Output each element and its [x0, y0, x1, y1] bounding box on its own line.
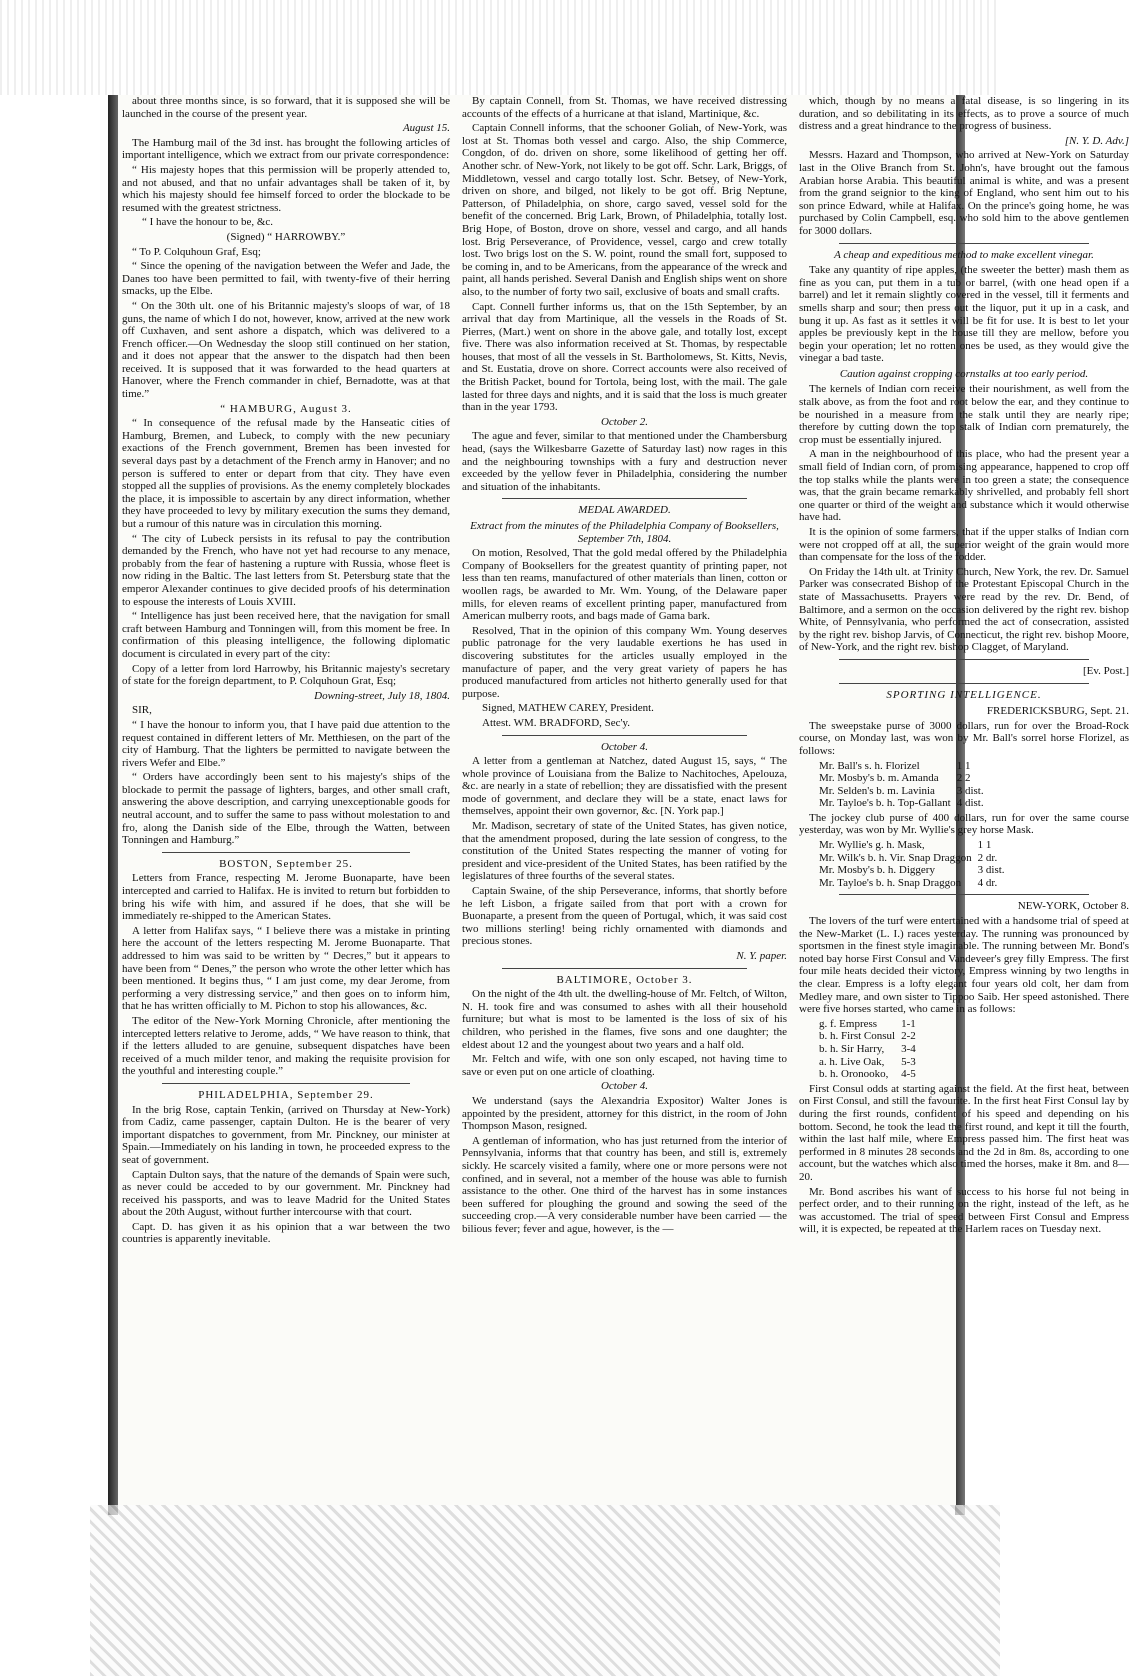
horse-name: Mr. Tayloe's b. h. Snap Draggon: [819, 876, 962, 889]
race-result-row: [819, 877, 1011, 890]
scan-margin-top: [0, 0, 1000, 95]
race-result-row: [819, 864, 1011, 877]
col1-paragraph: “ Intelligence has just been received here, that the navigation for small craft between Hamburg and Tonningen will, from this moment be free. In confirmation of this pleasing intelligence, the following diplomatic document is circulated in every part of the city:: [122, 610, 450, 660]
col2-paragraph: Mr. Feltch and wife, with one son only escaped, not having time to save or even put on one article of cloathing.: [462, 1053, 787, 1078]
col3-paragraph: First Consul odds at starting against the field. At the first heat, between on First Consul, and still the favourite. In the first heat First Consul lay by during the first rounds, confident of his speed and depending on his bottom. Second, he took the lead the first round, and kept it till the fourth, within the last half mile, where Empress passed him. The first heat was performed in 8 minutes 28 seconds and the 2d in 8m. 8s, according to one account, but the watches which also timed the horses, make it 8m. and 8—20.: [799, 1082, 1129, 1183]
heat-placings: 2-2: [901, 1030, 916, 1043]
col1-paragraph: “ HAMBURG, August 3.: [220, 402, 352, 415]
col2-paragraph: On motion, Resolved, That the gold medal offered by the Philadelphia Company of Booksellers for the greatest quantity of printing paper, not less than ten reams, manufactured of other materials than linen, cotton or woollen rags, be awarded to Mr. Wm. Young, of the Delaware paper mills, for eleven reams of excellent printing paper, manufactured from American mulberry roots, and bags made of Gama bark.: [462, 547, 787, 623]
col1-paragraph: SIR,: [132, 704, 152, 717]
horse-name: Mr. Wyllie's g. h. Mask,: [819, 839, 925, 852]
horse-name: g. f. Empress: [819, 1017, 878, 1030]
col3-paragraph: The kernels of Indian corn receive their nourishment, as well from the stalk above, as from the foot and root below the ear, and they continue to be nourished in a measure from the stalk until they are nearly ripe; therefore by cutting down the top stalk of Indian corn prematurely, the crop must be essentially injured.: [799, 383, 1129, 446]
col1-paragraph: The editor of the New-York Morning Chronicle, after mentioning the intercepted letters relative to Jerome, adds, “ We have reason to think, that if the letters alluded to are genuine, subsequent dispatches have been received of a much milder tenor, and making the requisite provision for the youthful and interesting couple.”: [122, 1014, 450, 1078]
race-result-row: [819, 760, 990, 773]
separator-rule: [502, 498, 747, 499]
separator-rule: [162, 1083, 410, 1084]
col2-paragraph: We understand (says the Alexandria Expositor) Walter Jones is appointed by the president, attorney for this district, in the room of John Thompson Mason, resigned.: [462, 1094, 787, 1133]
col1-paragraph: PHILADELPHIA, September 29.: [198, 1088, 374, 1101]
col1-paragraph: Capt. D. has given it as his opinion that a war between the two countries is apparently inevitable.: [122, 1220, 450, 1246]
horse-name: Mr. Tayloe's b. h. Top-Gallant: [819, 797, 951, 810]
col1-paragraph: “ I have the honour to be, &c.: [142, 216, 274, 229]
col3-paragraph: FREDERICKSBURG, Sept. 21.: [986, 705, 1129, 718]
col1-paragraph: “ On the 30th ult. one of his Britannic majesty's sloops of war, of 18 guns, the name of which I do not, however, know, arrived at the new work off Cuxhaven, and sent ashore a dispatch, which was delivered to a French officer.—On Wednesday the sloop still continued on her station, and it does not appear that the answer to the dispatch had then been received. It is supposed that it was forwarded to the head quarters at Hanover, where the French commander in chief, Bernadotte, was at that time.”: [122, 299, 450, 401]
col2-paragraph: Captain Swaine, of the ship Perseverance, informs, that shortly before he left Lisbon, a frigate sailed from that port with a crown for Buonaparte, a present from the queen of Portugal, which, it was said cost two millions sterling! being richly ornamented with diamonds and precious stones.: [462, 885, 787, 948]
heat-placings: 2 2: [956, 772, 971, 785]
horse-name: Mr. Selden's b. m. Lavinia: [819, 784, 935, 797]
race-result-row: [819, 1056, 922, 1069]
page-gutter-shadow: [108, 95, 118, 1515]
col3-paragraph: The jockey club purse of 400 dollars, run for over the same course yesterday, was won by Mr. Wyllie's grey horse Mask.: [799, 811, 1129, 837]
col3-paragraph: Take any quantity of ripe apples, (the sweeter the better) mash them as fine as you can, put them in a tub or barrel, (with one head open if a barrel) and let it remain slightly covered in the vessel, till it ferments and smells sharp and sour; then press out the liquor, put it up in a cask, and bung it up. As fast as it settles it will be fit for use. It is best to let your apples be previously kept in the house till they are mellow, before you begin your operation; let no rotten ones be used, as they would give the vinegar a bad taste.: [799, 264, 1129, 365]
horse-name: b. h. First Consul: [819, 1030, 896, 1043]
horse-name: b. h. Oronooko,: [819, 1068, 889, 1081]
col3-paragraph: A man in the neighbourhood of this place, who had the present year a small field of Indian corn, of promising appearance, happened to crop off the top stalks while the plants were in too green a state; the consequence was, that the grain became remarkably shrivelled, and probably fell short one quarter or third of the weight and substance which it would otherwise have had.: [799, 448, 1129, 524]
race-result-row: [819, 1043, 922, 1056]
heat-placings: 3-4: [901, 1042, 916, 1055]
col2-paragraph: Signed, MATHEW CAREY, President.: [482, 702, 654, 715]
col2-paragraph: October 4.: [600, 1080, 649, 1093]
col3-paragraph: The sweepstake purse of 3000 dollars, run for over the Broad-Rock course, on Monday last, was won by Mr. Ball's sorrel horse Florizel, as follows:: [799, 719, 1129, 757]
separator-rule: [162, 852, 410, 853]
col1-paragraph: “ I have the honour to inform you, that I have paid due attention to the request contained in different letters of Mr. Metthiesen, on the part of the city of Hamburg. That the lighters be permitted to navigate between the rivers Wefer and Elbe.”: [122, 718, 450, 769]
col3-paragraph: SPORTING INTELLIGENCE.: [886, 688, 1042, 701]
race-result-row: [819, 1030, 922, 1043]
separator-rule: [839, 894, 1089, 895]
col1-paragraph: “ Since the opening of the navigation between the Wefer and Jade, the Danes too have been permitted to fail, with twenty-five of their herring smacks, up the Elbe.: [122, 260, 450, 298]
col3-paragraph: [Ev. Post.]: [1082, 664, 1129, 677]
col2-paragraph: Attest. WM. BRADFORD, Sec'y.: [482, 716, 631, 729]
newspaper-page: [118, 95, 1129, 1505]
race-result-row: [819, 852, 1011, 865]
col1-paragraph: Captain Dulton says, that the nature of the demands of Spain were such, as never could be acceded to by our government. Mr. Pinckney had received his passports, and was to leave Madrid for the United States about the 20th August, without further intercourse with that court.: [122, 1168, 450, 1219]
col2-paragraph: On the night of the 4th ult. the dwelling-house of Mr. Feltch, of Wilton, N. H. took fire and was consumed to ashes with all their household furniture; but what is most to be lamented is the loss of six of his children, who perished in the flames, five sons and one daughter; the eldest about 12 and the youngest about two years and a half old.: [462, 988, 787, 1051]
race-results-table: [819, 760, 990, 810]
col1-paragraph: Downing-street, July 18, 1804.: [314, 689, 450, 702]
race-result-row: [819, 1018, 922, 1031]
heat-placings: 2 dr.: [977, 851, 998, 864]
col1-paragraph: A letter from Halifax says, “ I believe there was a mistake in printing here the account of the letters respecting M. Jerome Buonaparte. That addressed to him was said to be written by “ Decres,” but it appears to have been from “ Denes,” the person who wrote the other letter which has been mentioned. It begins thus, “ I am just come, my dear Jerome, from performing a very distressing service,” and then goes on to inform him, that he has written officially to M. Pichon to stop his allowances, &c.: [122, 924, 450, 1013]
col3-paragraph: It is the opinion of some farmers, that if the upper stalks of Indian corn were not cropped off at all, the superior weight of the grain would more than compensate for the loss of the fodder.: [799, 526, 1129, 564]
race-result-row: [819, 785, 990, 798]
heat-placings: 4 dr.: [977, 876, 998, 889]
heat-placings: 1 1: [956, 759, 971, 772]
horse-name: Mr. Mosby's b. h. Diggery: [819, 864, 935, 877]
heat-placings: 5-3: [901, 1055, 916, 1068]
scan-margin-bottom: [90, 1505, 1000, 1676]
col1-paragraph: Letters from France, respecting M. Jerome Buonaparte, have been intercepted and carried to Halifax. He is invited to return but forbidden to bring his wife with him, and assured if he does, that she will be immediately re-shipped to the American States.: [122, 872, 450, 923]
horse-name: b. h. Sir Harry,: [819, 1042, 885, 1055]
race-results-table: [819, 1018, 922, 1081]
col2-paragraph: MEDAL AWARDED.: [578, 504, 671, 517]
col1-paragraph: “ To P. Colquhoun Graf, Esq;: [132, 245, 261, 258]
col1-paragraph: (Signed) “ HARROWBY.”: [226, 230, 346, 243]
separator-rule: [839, 243, 1089, 244]
col2-paragraph: By captain Connell, from St. Thomas, we have received distressing accounts of the effects of a hurricane at that island, Martinique, &c.: [462, 95, 787, 120]
col2-paragraph: A letter from a gentleman at Natchez, dated August 15, says, “ The whole province of Louisiana from the Balize to Nachitoches, Apelouza, &c. are nearly in a state of rebellion; they are dissatisfied with the present mode of government, and declare they will be a state, enact laws for themselves, appoint their own governor, &c. [N. York pap.]: [462, 755, 787, 818]
race-results-table: [819, 839, 1011, 889]
col1-paragraph: The Hamburg mail of the 3d inst. has brought the following articles of important intelligence, which we extract from our private correspondence:: [122, 136, 450, 162]
heat-placings: 4 dist.: [956, 797, 984, 810]
col1-paragraph: In the brig Rose, captain Tenkin, (arrived on Thursday at New-York) from Cadiz, came passenger, captain Dulton. He is the bearer of very important dispatches to government, from Mr. Pinckney, our minister at Spain.—Immediately on his landing in town, he proceeded express to the seat of government.: [122, 1103, 450, 1166]
col2-paragraph: October 4.: [600, 740, 649, 753]
col2-paragraph: Captain Connell informs, that the schooner Goliah, of New-York, was lost at St. Thomas both vessel and cargo. Also, the ship Commerce, Congdon, of do. driven on shore, some likelihood of getting her off. Another schr. of New-York, not likely to be got off. Schr. Lark, Briggs, of Middletown, vessel and cargo totally lost. Schr. Betsey, of New-York, driven on shore, and bilged, not likely to be got off. Brig Neptune, Patterson, of Philadelphia, on shore, cargo saved, vessel sold for the benefit of the concerned. Brig Lark, Brown, of Philadelphia, totally lost. Brig Hope, of Boston, drove on shore, vessel and cargo, and all hands lost. Brig Perseverance, of Providence, vessel, cargo and crew totally lost. Two brigs lost on the S. W. point, round the small fort, supposed to be coming in, and to be Americans, from the appearance of the wreck and paint, all hands perished. Several Danish and English ships went on shore also, to the number of forty two sail, exclusive of boats and small crafts.: [462, 122, 787, 298]
col2-paragraph: Capt. Connell further informs us, that on the 15th September, by an arrival that day from Martinique, all the vessels in the Roads of St. Pierres, (Mart.) went on shore in the above gale, and totally lost, except five. There was also information received at St. Thomas, by respectable houses, that most of all the vessels in St. Bartholomews, St. Kitts, Nevis, and St. Eustatia, drove on shore. Correct accounts were also received of the British Packet, bound for Tortola, being lost, with the mail. The gale lasted for three days and nights, and it is said that the loss is much greater than in the year 1793.: [462, 300, 787, 414]
col3-paragraph: A cheap and expeditious method to make excellent vinegar.: [834, 248, 1094, 261]
col1-paragraph: “ Orders have accordingly been sent to his majesty's ships of the blockade to permit the passage of lighters, barges, and other small craft, answering the above description, and carrying unexceptionable goods for neutral account, and to suffer the same to pass without molestation to and fro, along the Danish side of the Elbe, through the Watten, between Tonningen and Hamburg.”: [122, 771, 450, 847]
heat-placings: 3 dist.: [977, 864, 1005, 877]
col3-paragraph: [N. Y. D. Adv.]: [1064, 134, 1129, 147]
heat-placings: 4-5: [901, 1068, 916, 1081]
col1-paragraph: August 15.: [402, 122, 450, 135]
col2-paragraph: The ague and fever, similar to that mentioned under the Chambersburg head, (says the Wilkesbarre Gazette of Saturday last) now rages in this and the neighbouring townships with a fury and destruction never exceeded by the yellow fever in Philadelphia, considering the number and situation of the inhabitants.: [462, 430, 787, 493]
col1-paragraph: “ In consequence of the refusal made by the Hanseatic cities of Hamburg, Bremen, and Lubeck, to comply with the new pecuniary exactions of the French government, Bremen has been invested for several days past by a detachment of the French army in Hanover; and no person is suffered to enter or depart from that city. They have even stopped all the supplies of provisions. As the enemy completely blockades the place, it is impossible to ascertain by any direct information, whether they have proceeded to levy by military execution the sums they demand, but a rumour of this nature was in circulation this morning.: [122, 417, 450, 530]
col2-paragraph: Resolved, That in the opinion of this company Wm. Young deserves public patronage for the very laudable exertions he has used in discovering substitutes for the articles usually employed in the manufacture of paper, and the very great variety of papers he has produced manufactured from articles not hitherto generally used for that purpose.: [462, 624, 787, 700]
horse-name: a. h. Live Oak,: [819, 1055, 885, 1068]
col3-paragraph: The lovers of the turf were entertained with a handsome trial of speed at the New-Market (L. I.) races yesterday. The running was pronounced by sportsmen in the finest style imaginable. The running between Mr. Bond's noted bay horse First Consul and Vandeveer's grey filly Empress. The first four mile heats decided their victory, Empress winning by two lengths in the clear. Empress is a lofty elegant four years old colt, her dam from Medley mare, and own sister to Tippoo Saib. Her speed astonished. There were five horses started, who came in as follows:: [799, 915, 1129, 1016]
horse-name: Mr. Ball's s. h. Florizel: [819, 759, 920, 772]
col1-paragraph: “ His majesty hopes that this permission will be properly attended to, and not abused, and that no unfair advantages shall be taken of it, by which his majesty should fee himself forced to order the blockade to be resumed with the greatest strictness.: [122, 163, 450, 214]
separator-rule: [502, 968, 747, 969]
race-result-row: [819, 797, 990, 810]
col3-paragraph: which, though by no means a fatal disease, is so lingering in its duration, and so debilitating in its effects, as to prove a source of much distress and a great hindrance to the progress of business.: [799, 95, 1129, 133]
col2-paragraph: Extract from the minutes of the Philadelphia Company of Booksellers, September 7th, 1804.: [470, 520, 779, 545]
column-2: [462, 95, 787, 1495]
col2-paragraph: Mr. Madison, secretary of state of the United States, has given notice, that the amendment proposed, during the late session of congress, to the constitution of the United States respecting the manner of voting for president and vice-president of the United States, has been ratified by the legislatures of three fourths of the several states.: [462, 820, 787, 883]
col3-paragraph: Mr. Bond ascribes his want of success to his horse ful not being in perfect order, and to their running on the right, instead of the left, as he was accustomed. The trial of speed between First Consul and Empress will, it is expected, be repeated at the Harlem races on Tuesday next.: [799, 1185, 1129, 1236]
heat-placings: 1-1: [901, 1017, 916, 1030]
column-1: [122, 95, 450, 1495]
col1-paragraph: Copy of a letter from lord Harrowby, his Britannic majesty's secretary of state for the foreign department, to P. Colquhoun Grat, Esq;: [122, 662, 450, 688]
col2-paragraph: BALTIMORE, October 3.: [556, 973, 693, 986]
col2-paragraph: N. Y. paper.: [736, 950, 787, 962]
col1-paragraph: about three months since, is so forward, that it is supposed she will be launched in the course of the present year.: [122, 95, 450, 120]
heat-placings: 1 1: [977, 839, 992, 852]
race-result-row: [819, 839, 1011, 852]
race-result-row: [819, 1068, 922, 1081]
heat-placings: 3 dist.: [956, 784, 984, 797]
col1-paragraph: BOSTON, September 25.: [219, 857, 353, 870]
col3-paragraph: Caution against cropping cornstalks at too early period.: [839, 367, 1089, 380]
col3-paragraph: On Friday the 14th ult. at Trinity Church, New York, the rev. Dr. Samuel Parker was consecrated Bishop of the Protestant Episcopal Church in the state of Massachusetts. Prayers were read by the rev. Dr. Bend, of Baltimore, and a sermon on the occasion delivered by the right rev. bishop White, of Pennsylvania, who performed the act of consecration, assisted by the right rev. bishop Jarvis, of Connecticut, the right rev. bishop Moore, of New-York, and the right rev. bishop Clagget, of Maryland.: [799, 565, 1129, 654]
separator-rule: [839, 683, 1089, 684]
race-result-row: [819, 772, 990, 785]
horse-name: Mr. Wilk's b. h. Vir. Snap Draggon: [819, 851, 972, 864]
col2-paragraph: A gentleman of information, who has just returned from the interior of Pennsylvania, informs that that country has been, and still is, extremely sickly. He scarcely visited a family, where one or more persons were not confined, and in several, not a member of the house was able to furnish assistance to the other. One third of the harvest has in some instances been suffered for ploughing the ground and sowing the seed of the succeeding crop.—A very considerable number have been carried — the bilious fever; fever and ague, however, is the —: [462, 1134, 787, 1235]
col2-paragraph: October 2.: [600, 415, 649, 428]
separator-rule: [839, 659, 1089, 660]
col3-paragraph: Messrs. Hazard and Thompson, who arrived at New-York on Saturday last in the Olive Branch from St. John's, have brought out the famous Arabian horse Arabia. This beautiful animal is white, and was a present from the grand seignior to the king of England, who sent him out to his son prince Edward, while at Halifax. On the prince's going home, he was purchased by Colin Campbell, esq. who sold him to the above gentlemen for 3000 dollars.: [799, 149, 1129, 237]
horse-name: Mr. Mosby's b. m. Amanda: [819, 772, 939, 785]
column-3: [799, 95, 1129, 1495]
col3-paragraph: NEW-YORK, October 8.: [1017, 900, 1129, 913]
col1-paragraph: “ The city of Lubeck persists in its refusal to pay the contribution demanded by the French, who have not yet had recourse to any menace, probably from the fear of hastening a rupture with Russia, whose fleet is now riding in the Baltic. The last letters from St. Petersburg state that the emperor Alexander continues to give decided proofs of his determination to espouse the interests of Louis XVIII.: [122, 532, 450, 608]
separator-rule: [502, 735, 747, 736]
